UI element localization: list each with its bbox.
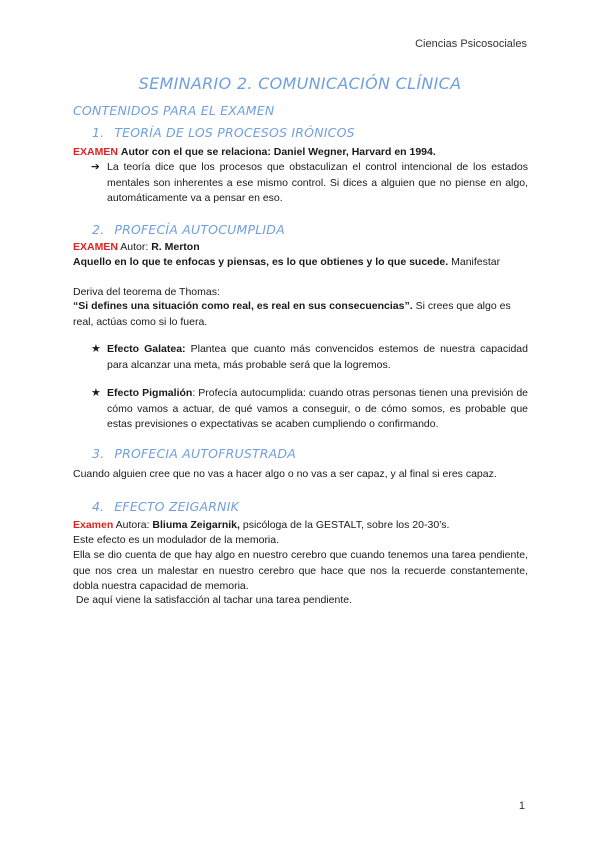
thomas-theorem bbox=[73, 299, 528, 330]
quote-tail: Manifestar bbox=[451, 256, 501, 268]
section-title: EFECTO ZEIGARNIK bbox=[114, 499, 239, 514]
author-tail: psicóloga de la GESTALT, sobre los 20-30’s. bbox=[242, 519, 450, 531]
author-label: Autor: bbox=[120, 241, 149, 253]
page-number: 1 bbox=[518, 799, 525, 812]
section-1-heading bbox=[92, 125, 355, 141]
section-number: 1. bbox=[92, 125, 105, 140]
arrow-right-icon: ➔ bbox=[91, 161, 100, 173]
section-2-quote bbox=[73, 255, 543, 271]
section-4-author-line bbox=[73, 518, 528, 534]
star-icon: ★ bbox=[91, 343, 101, 355]
exam-tag: Examen bbox=[73, 519, 114, 531]
exam-tag: EXAMEN bbox=[73, 241, 118, 253]
bullet-text: La teoría dice que los procesos que obstaculizan el control intencional de los estados mentales son inherentes a ese mismo control. Si dices a alguien que no piense en algo, automáticamente va a pensar en eso. bbox=[107, 161, 528, 204]
quote-bold: Aquello en lo que te enfocas y piensas, es lo que obtienes y lo que sucede. bbox=[73, 256, 449, 268]
section-title: PROFECIA AUTOFRUSTRADA bbox=[114, 446, 296, 461]
section-number: 3. bbox=[92, 446, 105, 461]
effect-pigmalion bbox=[91, 386, 528, 433]
page-title: SEMINARIO 2. COMUNICACIÓN CLÍNICA bbox=[138, 74, 462, 93]
author-name: Bliuma Zeigarnik, bbox=[152, 519, 240, 531]
thomas-quote: “Si defines una situación como real, es real en sus consecuencias”. bbox=[73, 300, 413, 312]
thomas-intro: Deriva del teorema de Thomas: bbox=[73, 286, 220, 298]
thomas-tail: Si crees que algo es real, actúas como si lo fuera. bbox=[73, 300, 511, 328]
exam-tag: EXAMEN bbox=[73, 146, 118, 158]
author-info: Autor con el que se relaciona: Daniel Wegner, Harvard en 1994. bbox=[120, 146, 436, 158]
effect-name: Efecto Galatea: bbox=[107, 343, 186, 355]
section-number: 2. bbox=[92, 222, 105, 237]
section-1-author-line bbox=[73, 145, 528, 161]
effect-text: Plantea que cuanto más convencidos estemos de nuestra capacidad para alcanzar una meta, más probable será que la logremos. bbox=[107, 343, 528, 371]
section-1-bullet bbox=[91, 160, 528, 207]
section-3-text: Cuando alguien cree que no vas a hacer algo o no vas a ser capaz, y al final si eres capaz. bbox=[73, 468, 497, 480]
effect-text: : Profecía autocumplida: cuando otras personas tienen una previsión de cómo vamos a actuar, de qué vamos a conseguir, o de cómo somos, es probable que estas previsiones o expectativas se acaben cumpliendo o confirmando. bbox=[107, 387, 528, 430]
section-4-line-3: De aquí viene la satisfacción al tachar una tarea pendiente. bbox=[73, 594, 353, 606]
section-4-line-2: Ella se dio cuenta de que hay algo en nuestro cerebro que cuando tenemos una tarea pendiente, que nos crea un malestar en nuestro cerebro que hace que nos la recuerde constantemente, dobla nuestra capacidad de memoria. bbox=[73, 549, 528, 592]
author-name: R. Merton bbox=[151, 241, 200, 253]
author-label: Autora: bbox=[115, 519, 150, 531]
section-4-line-1: Este efecto es un modulador de la memoria. bbox=[73, 534, 280, 546]
star-icon: ★ bbox=[91, 387, 101, 399]
effect-name: Efecto Pigmalión bbox=[107, 387, 193, 399]
contents-heading: CONTENIDOS PARA EL EXAMEN bbox=[73, 103, 275, 118]
section-3-heading bbox=[92, 446, 296, 462]
section-2-author-line bbox=[73, 240, 528, 256]
effect-galatea bbox=[91, 342, 528, 373]
section-4-heading bbox=[92, 499, 239, 515]
course-header: Ciencias Psicosociales bbox=[415, 38, 527, 50]
section-title: TEORÍA DE LOS PROCESOS IRÓNICOS bbox=[114, 125, 355, 140]
section-title: PROFECÍA AUTOCUMPLIDA bbox=[114, 222, 285, 237]
section-2-heading bbox=[92, 222, 285, 238]
section-number: 4. bbox=[92, 499, 105, 514]
